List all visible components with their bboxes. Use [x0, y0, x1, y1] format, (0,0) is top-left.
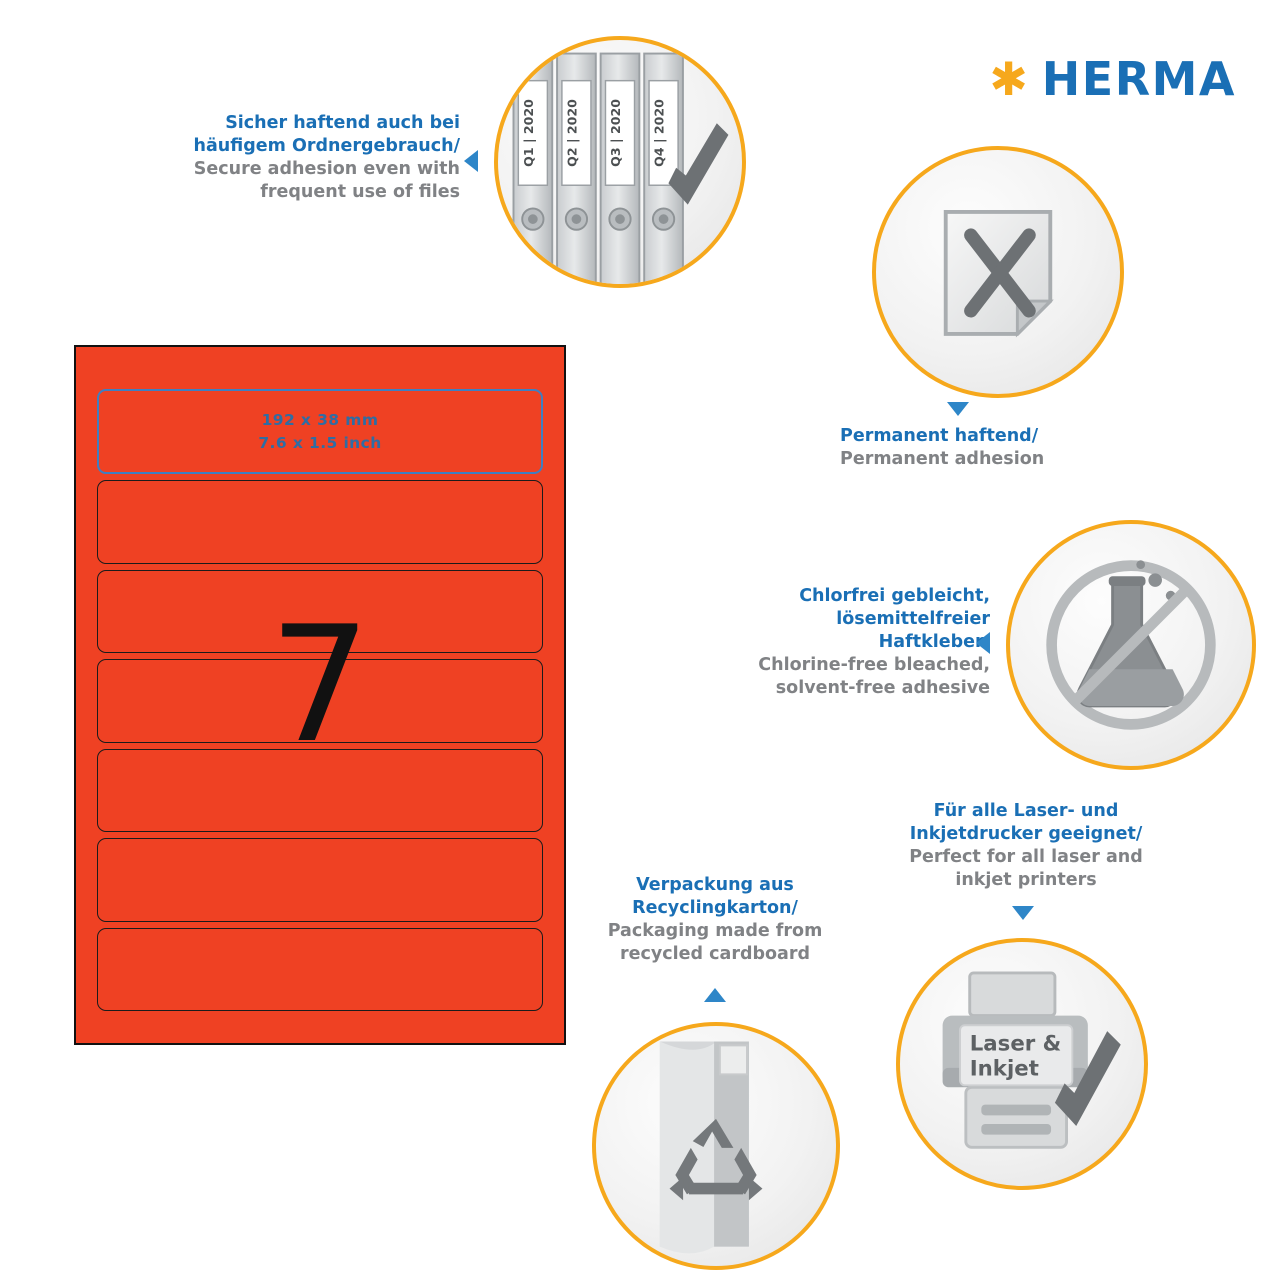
label-row [97, 749, 543, 832]
label-row [97, 928, 543, 1011]
label-row [97, 570, 543, 653]
brand-name: HERMA [1041, 52, 1236, 106]
caption-secure-adhesion: Sicher haftend auch bei häufigem Ordnergebrauch/ Secure adhesion even with frequent use of files [193, 113, 460, 203]
label-row-highlighted [97, 389, 543, 474]
binder-label-text: Q3 | 2020 [608, 99, 623, 167]
brand-logo [989, 52, 1236, 106]
printer-icon [896, 938, 1148, 1190]
binder-label-text: Q4 | 2020 [651, 99, 667, 167]
asterisk-icon: ✱ [989, 52, 1028, 106]
label-dimensions-inch: 7.6 x 1.5 inch [258, 433, 382, 452]
label-row [97, 480, 543, 563]
caption-recycled-packaging: Verpackung aus Recyclingkarton/ Packaging made from recycled cardboard [607, 875, 823, 965]
label-dimensions-mm: 192 x 38 mm [261, 410, 379, 429]
binder-folders-icon [494, 36, 746, 288]
printer-badge-line1: Laser & [969, 1031, 1062, 1057]
label-sheet [74, 345, 566, 1045]
label-row [97, 659, 543, 742]
binder-label-text: Q2 | 2020 [564, 99, 580, 167]
label-rows [97, 389, 543, 1011]
arrow-secure-adhesion [464, 150, 478, 172]
printer-badge-line2: Inkjet [969, 1056, 1039, 1082]
arrow-printer-compatibility [1012, 906, 1034, 920]
no-peel-label-icon [872, 146, 1124, 398]
caption-printer-compatibility: Für alle Laser- und Inkjetdrucker geeignet/ Perfect for all laser and inkjet printers [909, 801, 1143, 891]
binder-label-text: Q1 | 2020 [520, 99, 536, 167]
arrow-permanent-adhesion [947, 402, 969, 416]
arrow-recycled-packaging [704, 988, 726, 1002]
label-count: 7 [269, 591, 371, 778]
no-solvent-flask-icon [1006, 520, 1256, 770]
label-row [97, 838, 543, 921]
caption-chlorine-free: Chlorfrei gebleicht, lösemittelfreier Haftkleber/ Chlorine-free bleached, solvent-free adhesive [758, 586, 990, 699]
caption-permanent-adhesion: Permanent haftend/ Permanent adhesion [840, 426, 1045, 470]
label-dimensions [99, 408, 541, 455]
arrow-chlorine-free [976, 632, 990, 654]
recycling-box-icon [592, 1022, 840, 1270]
